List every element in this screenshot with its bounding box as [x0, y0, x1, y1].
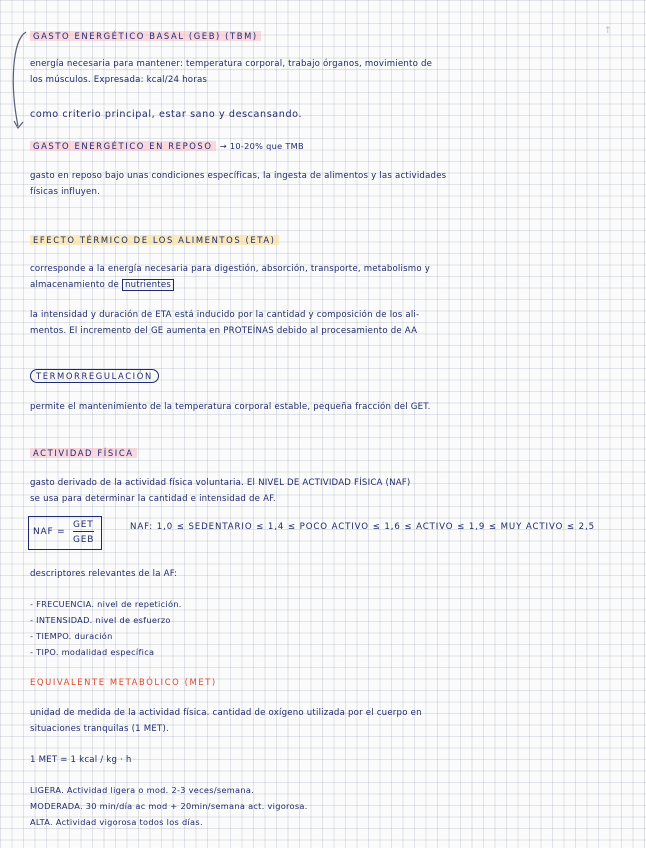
heading-actividad-fisica: ACTIVIDAD FÍSICA — [30, 447, 137, 459]
gasto-reposo-line-2: físicas influyen. — [30, 187, 101, 197]
descriptor-item: - TIPO. modalidad específica — [30, 647, 155, 657]
descriptor-item: - TIEMPO. duración — [30, 631, 113, 641]
naf-formula-box — [28, 516, 102, 550]
descriptores-title: descriptores relevantes de la AF: — [30, 569, 178, 579]
descriptor-item: - FRECUENCIA. nivel de repetición. — [30, 599, 182, 609]
gasto-basal-line-1: energía necesaria para mantener: temperatura corporal, trabajo órganos, movimiento de — [30, 59, 433, 69]
heading-gasto-basal: GASTO ENERGÉTICO BASAL (GEB) (TBM) — [30, 30, 261, 42]
eta-line-4: mentos. El incremento del GE aumenta en PROTEÍNAS debido al procesamiento de AA — [30, 326, 418, 336]
termo-line-1: permite el mantenimiento de la temperatura corporal estable, pequeña fracción del GET. — [30, 402, 431, 412]
met-level-item: LIGERA. Actividad ligera o mod. 2-3 veces/semana. — [30, 785, 255, 795]
formula-lhs: NAF = — [33, 527, 66, 537]
met-line-1: unidad de medida de la actividad física. cantidad de oxígeno utilizada por el cuerpo en — [30, 708, 422, 718]
heading-eta: EFECTO TÉRMICO DE LOS ALIMENTOS (ETA) — [30, 234, 279, 246]
eta-line-3: la intensidad y duración de ETA está inducido por la cantidad y composición de los ali- — [30, 310, 420, 320]
gasto-reposo-line-1: gasto en reposo bajo unas condiciones específicas, la ingesta de alimentos y las actividades — [30, 171, 447, 181]
gasto-basal-line-3: como criterio principal, estar sano y descansando. — [30, 109, 303, 120]
formula-numerator: GET — [73, 520, 94, 530]
eta-line-2: almacenamiento de nutrientes — [30, 279, 174, 291]
actividad-line-1: gasto derivado de la actividad física voluntaria. El NIVEL DE ACTIVIDAD FÍSICA (NAF) — [30, 478, 411, 488]
met-level-item: ALTA. Actividad vigorosa todos los días. — [30, 817, 203, 827]
met-level-item: MODERADA. 30 min/día ac mod + 20min/semana act. vigorosa. — [30, 801, 308, 811]
curved-arrow-icon — [8, 26, 32, 136]
actividad-line-2: se usa para determinar la cantidad e intensidad de AF. — [30, 494, 276, 504]
heading-termorregulacion: TERMORREGULACIÓN — [30, 370, 159, 382]
formula-denominator: GEB — [73, 535, 95, 545]
page-corner-mark: ↑ — [604, 26, 612, 36]
nutrientes-box: nutrientes — [122, 279, 174, 291]
descriptor-item: - INTENSIDAD. nivel de esfuerzo — [30, 615, 171, 625]
gasto-basal-line-2: los músculos. Expresada: kcal/24 horas — [30, 75, 208, 85]
heading-gasto-reposo: GASTO ENERGÉTICO EN REPOSO → 10-20% que TMB — [30, 140, 304, 152]
eta-line-1: corresponde a la energía necesaria para digestión, absorción, transporte, metabolismo y — [30, 264, 431, 274]
met-line-2: situaciones tranquilas (1 MET). — [30, 724, 169, 734]
met-formula: 1 MET = 1 kcal / kg · h — [30, 755, 132, 765]
heading-met: EQUIVALENTE METABÓLICO (MET) — [30, 677, 217, 687]
naf-scale: NAF: 1,0 ≤ SEDENTARIO ≤ 1,4 ≤ POCO ACTIVO ≤ 1,6 ≤ ACTIVO ≤ 1,9 ≤ MUY ACTIVO ≤ 2,5 — [130, 522, 595, 532]
